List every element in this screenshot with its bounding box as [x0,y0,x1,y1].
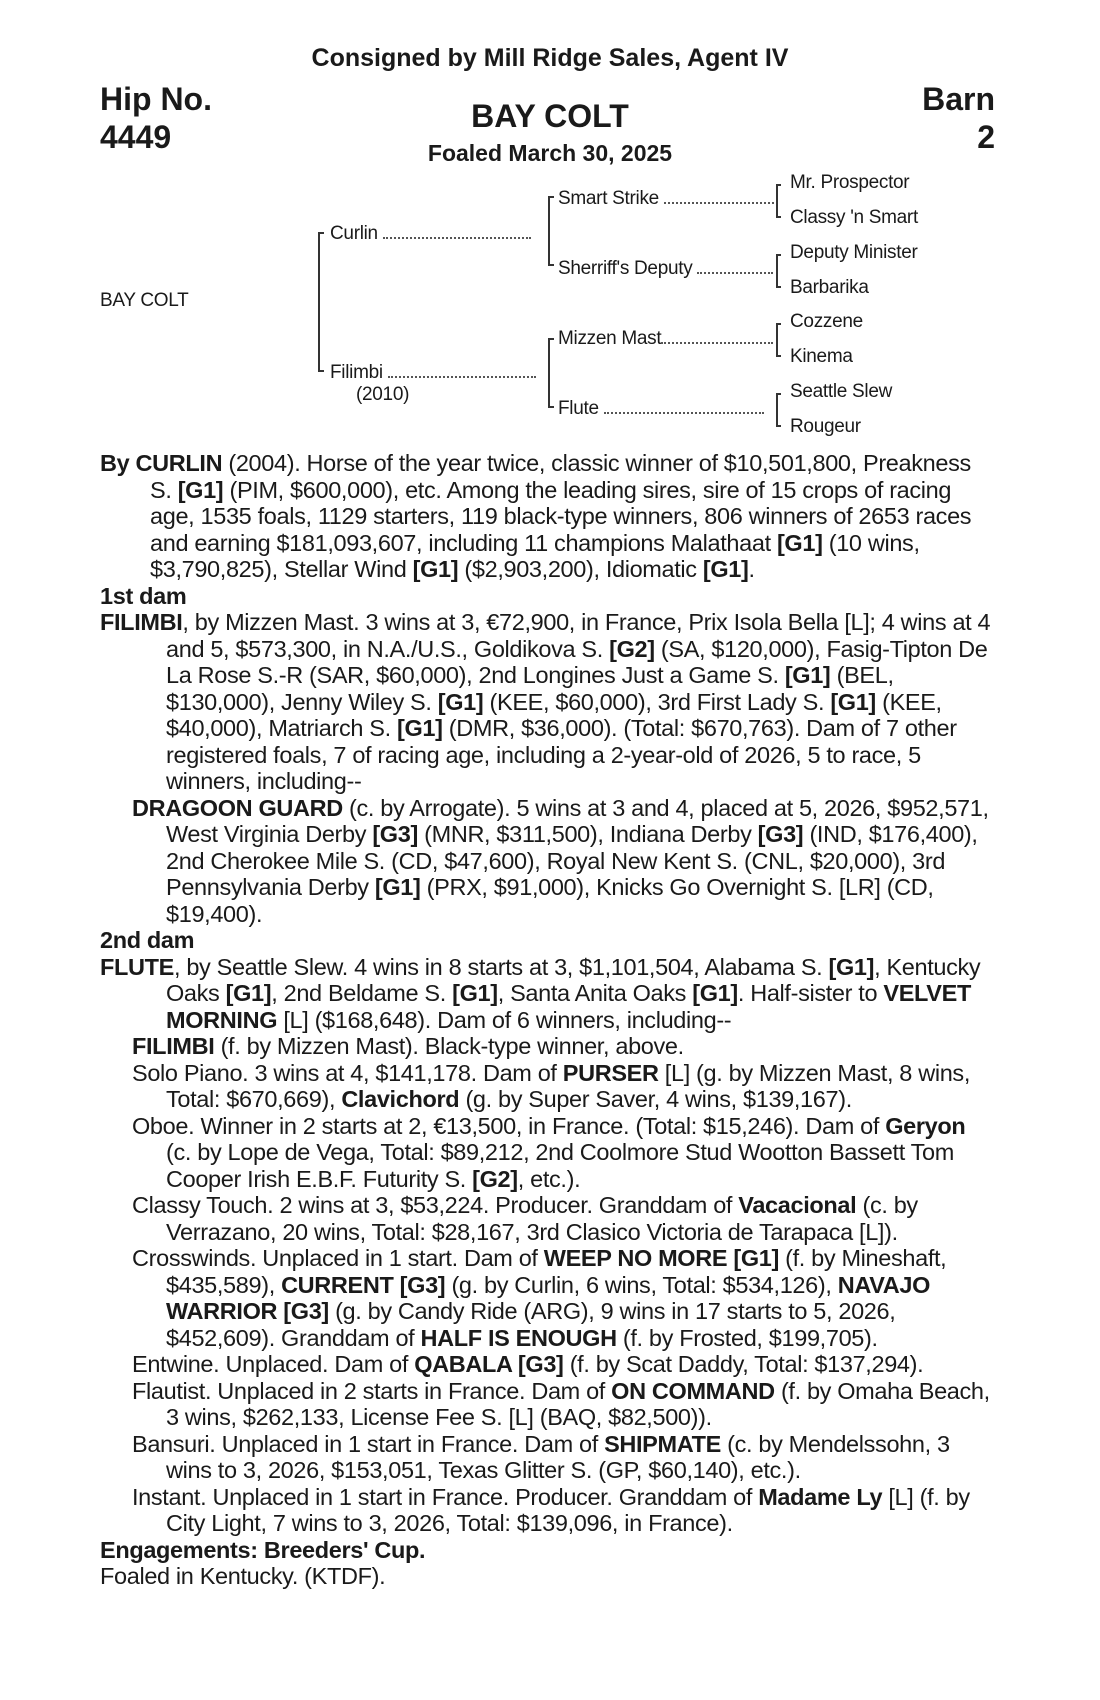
hip-label: Hip No. [100,81,212,117]
pedigree-ggp-4: Barbarika [790,277,869,298]
pedigree-dam-dam: Flute [558,398,764,420]
produce-entry: Flautist. Unplaced in 2 starts in France. Dam of ON COMMAND (f. by Omaha Beach, 3 wins, $262,133, License Fee S. [L] (BAQ, $82,500)). [132,1377,990,1430]
pedigree-ggp-1: Mr. Prospector [790,172,910,193]
second-dam-produce-list [100,1033,995,1537]
produce-entry: Bansuri. Unplaced in 1 start in France. Dam of SHIPMATE (c. by Mendelssohn, 3 wins to 3, 2026, $153,051, Texas Glitter S. (GP, $60,140), etc.). [132,1430,950,1483]
sire-paragraph [100,450,995,583]
pedigree-ggp-3: Deputy Minister [790,242,918,263]
barn-label: Barn [922,81,995,117]
pedigree-dam-sire: Mizzen Mast [558,328,773,350]
pedigree-ggp-5: Cozzene [790,311,863,332]
produce-entry: Solo Piano. 3 wins at 4, $141,178. Dam of PURSER [L] (g. by Mizzen Mast, 8 wins, Total: $670,669), Clavichord (g. by Super Saver, 4 wins, $139,167). [132,1059,970,1112]
second-dam-heading: 2nd dam [100,927,195,953]
produce-dragoon-guard: DRAGOON GUARD (c. by Arrogate). 5 wins at 3 and 4, placed at 5, 2026, $952,571, West Virginia Derby [G3] (MNR, $311,500), Indiana Derby [G3] (IND, $176,400), 2nd Cherokee Mile S. (CD, $47,600), Royal New Kent S. (CNL, $20,000), 3rd Pennsylvania Derby [G1] (PRX, $91,000), Knicks Go Overnight S. [LR] (CD, $19,400). [132,794,989,927]
first-dam-heading: 1st dam [100,582,187,609]
produce-entry: Classy Touch. 2 wins at 3, $53,224. Producer. Granddam of Vacacional (c. by Verrazano, 20 wins, Total: $28,167, 3rd Clasico Victoria de Tarapaca [L]). [132,1192,918,1245]
pedigree-sire-dam: Sherriff's Deputy [558,258,773,280]
first-dam-paragraph: FILIMBI, by Mizzen Mast. 3 wins at 3, €72,900, in France, Prix Isola Bella [L]; 4 wins at 4 and 5, $573,300, in N.A./U.S., Goldikova S. [G2] (SA, $120,000), Fasig-Tipton De La Rose S.-R (SAR, $60,000), 2nd Longines Just a Game S. [G1] (BEL, $130,000), Jenny Wiley S. [G1] (KEE, $60,000), 3rd First Lady S. [G1] (KEE, $40,000), Matriarch S. [G1] (DMR, $36,000). (Total: $670,763). Dam of 7 other registered foals, 7 of racing age, including a 2-year-old of 2026, 5 to race, 5 winners, including-- [100,609,991,794]
foaled-in: Foaled in Kentucky. (KTDF). [100,1563,386,1589]
hip-number: 4449 [100,119,172,155]
page-title: BAY COLT [471,98,629,134]
pedigree-sire-sire: Smart Strike [558,188,774,210]
engagements: Engagements: Breeders' Cup. [100,1536,426,1563]
pedigree-ggp-6: Kinema [790,346,853,367]
catalogue-body [100,450,995,1590]
produce-entry: Crosswinds. Unplaced in 1 start. Dam of WEEP NO MORE [G1] (f. by Mineshaft, $435,589), CURRENT [G3] (g. by Curlin, 6 wins, Total: $534,126), NAVAJO WARRIOR [G3] (g. by Candy Ride (ARG), 9 wins in 17 starts to 5, 2026, $452,609). Granddam of HALF IS ENOUGH (f. by Frosted, $199,705). [132,1245,947,1351]
pedigree-ggp-8: Rougeur [790,416,861,437]
pedigree-sire: Curlin [330,223,531,245]
foaled-date: Foaled March 30, 2025 [427,140,673,166]
produce-entry: Entwine. Unplaced. Dam of QABALA [G3] (f. by Scat Daddy, Total: $137,294). [132,1351,924,1377]
sire-name: By CURLIN [100,450,223,476]
second-dam-paragraph: FLUTE, by Seattle Slew. 4 wins in 8 starts at 3, $1,101,504, Alabama S. [G1], Kentucky Oaks [G1], 2nd Beldame S. [G1], Santa Anita Oaks [G1]. Half-sister to VELVET MORNING [L] ($168,648). Dam of 6 winners, including-- [100,953,981,1033]
produce-entry: Instant. Unplaced in 1 start in France. Producer. Granddam of Madame Ly [L] (f. by City Light, 7 wins to 3, 2026, Total: $139,096, in France). [132,1483,970,1536]
sire-description: (2004). Horse of the year twice, classic winner of $10,501,800, Preakness S. [G1] (PIM, $600,000), etc. Among the leading sires, sire of 15 crops of racing age, 1535 foals, 1129 starters, 119 black-type winners, 806 winners of 2653 races and earning $181,093,607, including 11 champions Malathaat [G1] (10 wins, $3,790,825), Stellar Wind [G1] ($2,903,200), Idiomatic [G1]. [150,450,972,582]
produce-entry: Oboe. Winner in 2 starts at 2, €13,500, in France. (Total: $15,246). Dam of Geryon (c. by Lope de Vega, Total: $89,212, 2nd Coolmore Stud Wootton Bassett Tom Cooper Irish E.B.F. Futurity S. [G2], etc.). [132,1112,966,1192]
pedigree-dam-year: (2010) [356,384,410,405]
pedigree-subject: BAY COLT [100,290,189,311]
produce-entry: FILIMBI (f. by Mizzen Mast). Black-type winner, above. [132,1033,684,1059]
pedigree-ggp-7: Seattle Slew [790,381,893,402]
pedigree-dam: Filimbi [330,362,536,384]
barn-number: 2 [977,119,995,155]
consignor-line: Consigned by Mill Ridge Sales, Agent IV [311,44,789,72]
pedigree-ggp-2: Classy 'n Smart [790,207,918,228]
